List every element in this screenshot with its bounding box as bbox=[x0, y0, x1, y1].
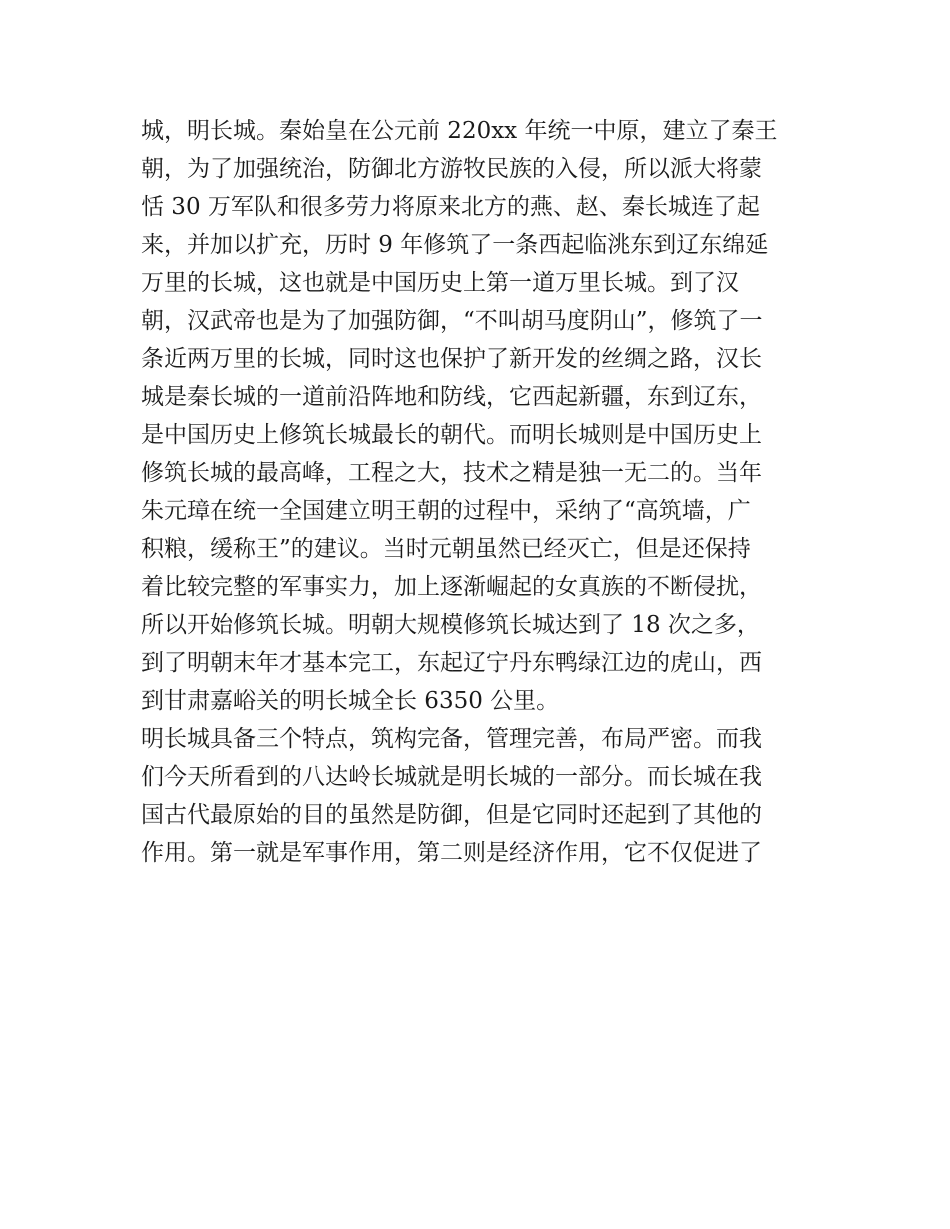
paragraph-1 bbox=[141, 112, 813, 720]
text-line: 城是秦长城的一道前沿阵地和防线，它西起新疆，东到辽东， bbox=[141, 384, 762, 410]
text-line: 是中国历史上修筑长城最长的朝代。而明长城则是中国历史上 bbox=[141, 422, 762, 448]
text-line: 明长城具备三个特点，筑构完备，管理完善，布局严密。而我 bbox=[141, 726, 762, 752]
text-line: 恬 30 万军队和很多劳力将原来北方的燕、赵、秦长城连了起 bbox=[141, 194, 760, 220]
text-line: 着比较完整的军事实力，加上逐渐崛起的女真族的不断侵扰， bbox=[141, 574, 762, 600]
text-line: 所以开始修筑长城。明朝大规模修筑长城达到了 18 次之多， bbox=[141, 612, 760, 638]
text-line: 来，并加以扩充，历时 9 年修筑了一条西起临洮东到辽东绵延 bbox=[141, 232, 769, 258]
text-line: 城，明长城。秦始皇在公元前 220xx 年统一中原，建立了秦王 bbox=[141, 118, 778, 144]
text-line: 积粮，缓称王”的建议。当时元朝虽然已经灭亡，但是还保持 bbox=[141, 536, 751, 562]
text-line: 条近两万里的长城，同时这也保护了新开发的丝绸之路，汉长 bbox=[141, 346, 762, 372]
text-line: 朱元璋在统一全国建立明王朝的过程中，采纳了“高筑墙，广 bbox=[141, 498, 751, 524]
text-line: 朝，汉武帝也是为了加强防御，“不叫胡马度阴山”，修筑了一 bbox=[141, 308, 763, 334]
text-line: 到了明朝末年才基本完工，东起辽宁丹东鸭绿江边的虎山，西 bbox=[141, 650, 762, 676]
text-line: 作用。第一就是军事作用，第二则是经济作用，它不仅促进了 bbox=[141, 840, 762, 866]
text-line: 国古代最原始的目的虽然是防御，但是它同时还起到了其他的 bbox=[141, 802, 762, 828]
text-line: 修筑长城的最高峰，工程之大，技术之精是独一无二的。当年 bbox=[141, 460, 762, 486]
paragraph-2 bbox=[141, 720, 813, 872]
document-body bbox=[141, 112, 813, 872]
text-line: 万里的长城，这也就是中国历史上第一道万里长城。到了汉 bbox=[141, 270, 739, 296]
text-line: 到甘肃嘉峪关的明长城全长 6350 公里。 bbox=[141, 688, 560, 714]
text-line: 们今天所看到的八达岭长城就是明长城的一部分。而长城在我 bbox=[141, 764, 762, 790]
text-line: 朝，为了加强统治，防御北方游牧民族的入侵，所以派大将蒙 bbox=[141, 156, 762, 182]
